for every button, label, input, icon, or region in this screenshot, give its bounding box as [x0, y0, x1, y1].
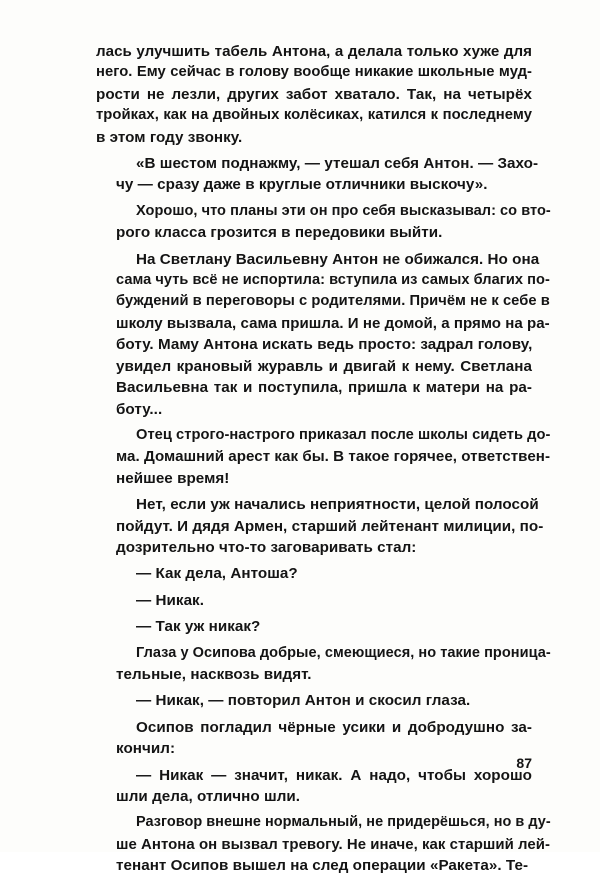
text-line: Глаза у Осипова добрые, смеющиеся, но такие проница-: [136, 644, 551, 661]
text-line: рого класса грозится в передовики выйти.: [116, 224, 443, 242]
text-line: школу вызвала, сама пришла. И не домой, а прямо на ра-: [116, 314, 550, 332]
text-line: Нет, если уж начались неприятности, целой полосой: [136, 496, 539, 514]
text-line: ше Антона он вызвал тревогу. Не иначе, как старший лей-: [116, 835, 551, 853]
text-line: боту. Маму Антона искать ведь просто: задрал голову,: [116, 336, 533, 354]
page-number: 87: [516, 755, 532, 771]
text-line: пойдут. И дядя Армен, старший лейтенант милиции, по-: [116, 517, 544, 535]
text-line: Разговор внешне нормальный, не придерёшься, но в ду-: [136, 814, 551, 831]
text-line: — Никак.: [136, 591, 204, 609]
text-line: Васильевна так и поступила, пришла к матери на ра-: [116, 379, 532, 397]
paragraph: [96, 494, 544, 558]
text-line: — Никак, — повторил Антон и скосил глаза.: [136, 692, 471, 710]
paragraph: [96, 425, 551, 489]
text-line: дозрительно что-то заговаривать стал:: [116, 538, 417, 556]
text-line: Отец строго-настрого приказал после школы сидеть до-: [136, 426, 551, 443]
text-line: буждений в переговоры с родителями. Причём не к себе в: [116, 293, 550, 310]
paragraph: [96, 690, 532, 711]
text-line: боту...: [116, 400, 163, 418]
paragraph: [96, 41, 532, 148]
paragraph: [96, 201, 551, 244]
paragraph: [96, 812, 551, 876]
text-line: увидел крановый журавль и двигай к нему. Светлана: [116, 357, 532, 375]
text-line: тенант Осипов вышел на след операции «Ракета». Те-: [116, 857, 529, 875]
text-line: — Как дела, Антоша?: [136, 565, 298, 583]
text-line: кончил:: [116, 740, 176, 758]
text-line: На Светлану Васильевну Антон не обижался. Но она: [136, 250, 540, 268]
text-line: сама чуть всё не испортила: вступила из самых благих по-: [116, 272, 550, 289]
paragraph: [96, 717, 532, 760]
text-line: — Никак — значит, никак. А надо, чтобы хорошо: [136, 766, 532, 784]
text-line: ма. Домашний арест как бы. В такое горячее, ответствен-: [116, 448, 551, 466]
paragraph: [96, 616, 532, 637]
paragraph: [96, 765, 532, 808]
text-line: нейшее время!: [116, 469, 230, 487]
text-line: тельные, насквозь видят.: [116, 665, 312, 683]
text-line: Хорошо, что планы эти он про себя высказывал: со вто-: [136, 202, 551, 219]
text-line: лась улучшить табель Антона, а делала только хуже для: [96, 43, 532, 60]
paragraph: [96, 153, 539, 196]
text-line: чу — сразу даже в круглые отличники выскочу».: [116, 176, 488, 194]
text-line: шли дела, отлично шли.: [116, 788, 301, 805]
text-line: Осипов погладил чёрные усики и добродушно за-: [136, 718, 532, 736]
text-line: в этом году звонку.: [96, 128, 243, 146]
text-line: тройках, как на двойных колёсиках, катился к последнему: [96, 107, 532, 124]
text-line: «В шестом поднажму, — утешал себя Антон. — Захо-: [136, 155, 539, 173]
text-line: рости не лезли, других забот хватало. Так, на четырёх: [96, 85, 532, 103]
page-text: [96, 41, 551, 882]
paragraph: [96, 249, 550, 420]
paragraph: [96, 643, 551, 686]
paragraph: [96, 563, 532, 584]
text-line: него. Ему сейчас в голову вообще никакие школьные муд-: [96, 64, 532, 81]
paragraph: [96, 590, 532, 611]
text-line: — Так уж никак?: [136, 618, 261, 636]
